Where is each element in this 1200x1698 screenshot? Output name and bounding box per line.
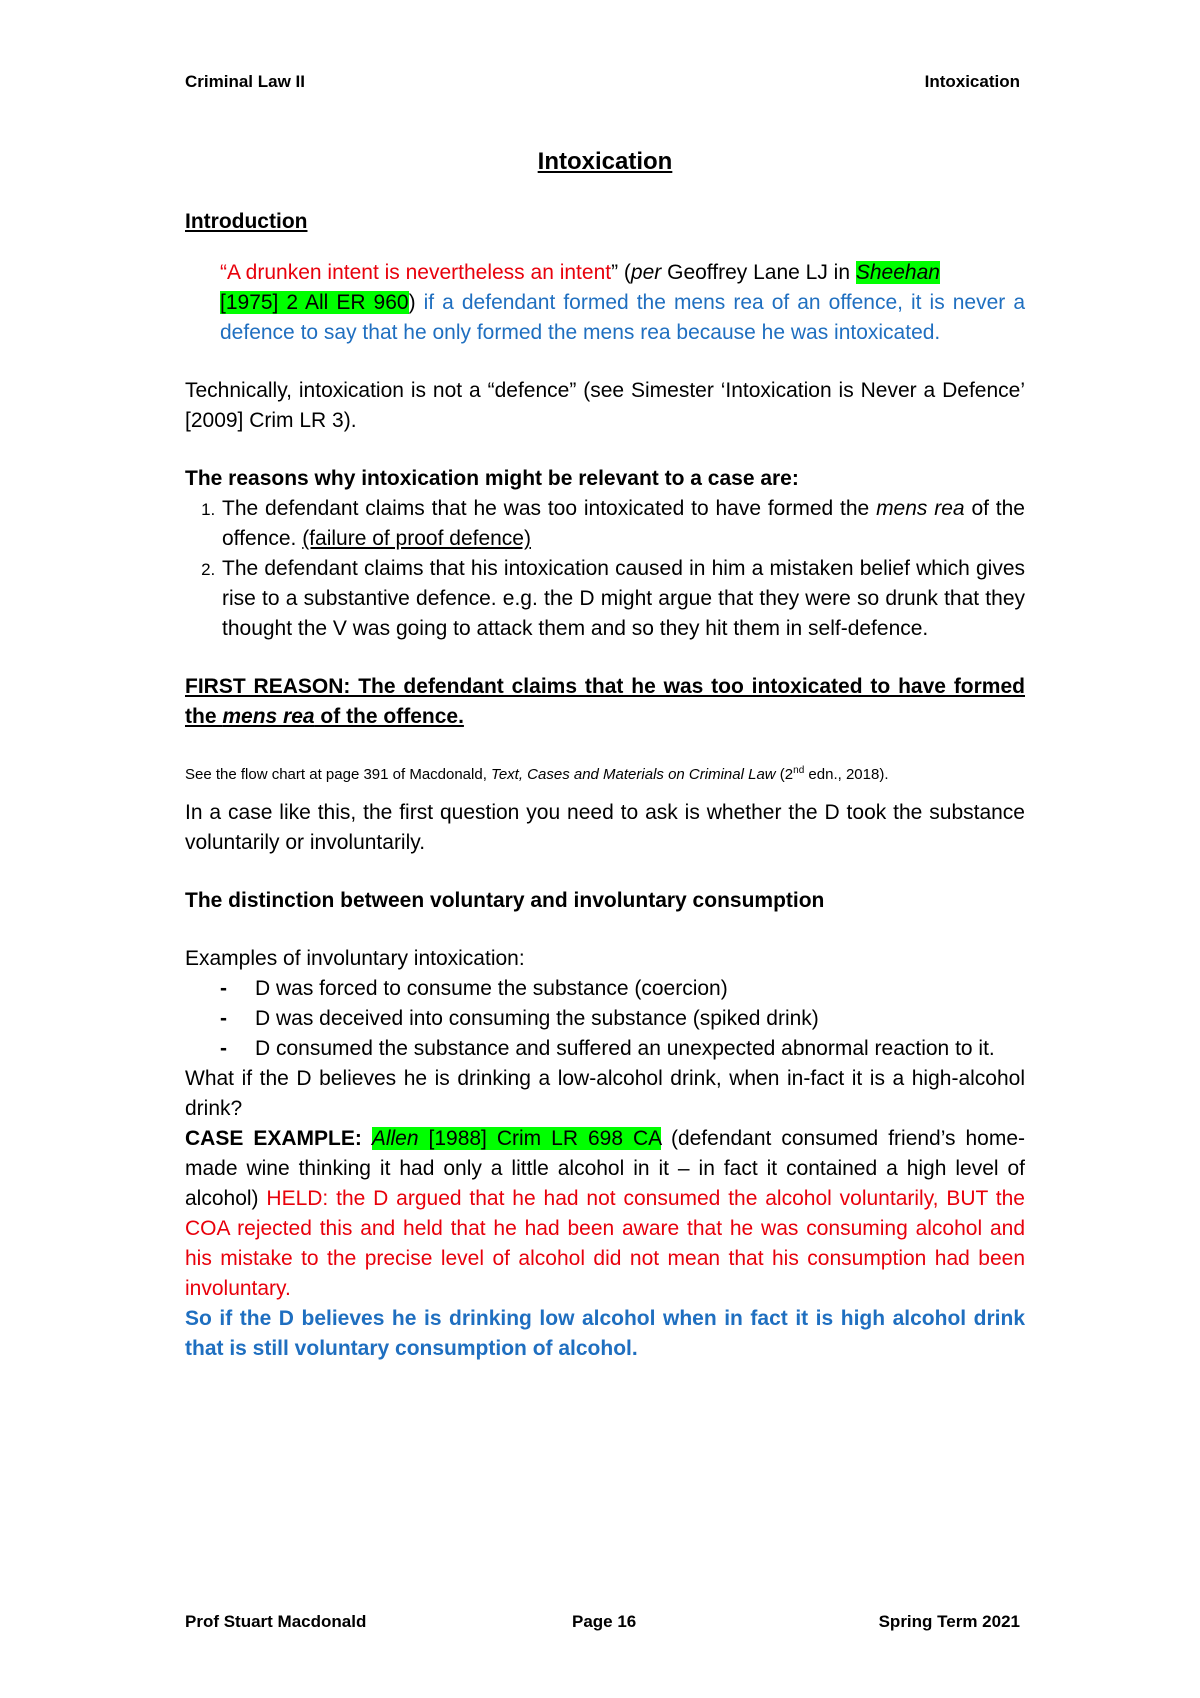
first-reason-heading: FIRST REASON: The defendant claims that he was too intoxicated to have formed the mens rea of the offence. bbox=[185, 675, 1025, 728]
case-example-paragraph bbox=[185, 1124, 1025, 1304]
header-course: Criminal Law II bbox=[185, 72, 305, 91]
flowchart-reference: See the flow chart at page 391 of Macdonald, Text, Cases and Materials on Criminal Law (2nd edn., 2018). bbox=[185, 765, 889, 783]
page-title: Intoxication bbox=[537, 148, 673, 175]
reasons-heading: The reasons why intoxication might be relevant to a case are: bbox=[185, 467, 799, 490]
case-citation-sheehan: [1975] 2 All ER 960 bbox=[220, 291, 409, 314]
mens-rea-explanation: if a defendant formed the mens rea of an offence, it is never a defence to say that he only formed the mens rea because he was intoxicated. bbox=[220, 291, 1025, 344]
header-topic: Intoxication bbox=[924, 72, 1020, 91]
case-example-label: CASE EXAMPLE: bbox=[185, 1127, 362, 1150]
case-held: HELD: the D argued that he had not consumed the alcohol voluntarily, BUT the COA rejected this and held that he had been aware that he was consuming alcohol and his mistake to the precise level of alcohol did not mean that his consumption had been involuntary. bbox=[185, 1187, 1025, 1300]
examples-list bbox=[185, 974, 1025, 1064]
case-name-sheehan: Sheehan bbox=[855, 261, 940, 284]
footer-author: Prof Stuart Macdonald bbox=[185, 1612, 367, 1631]
close-paren: ) bbox=[408, 291, 416, 314]
distinction-heading: The distinction between voluntary and involuntary consumption bbox=[185, 889, 825, 912]
quote-text: A drunken intent is nevertheless an intent bbox=[227, 261, 612, 284]
example-item: - D was forced to consume the substance (coercion) bbox=[220, 974, 1025, 1004]
per-italic: per bbox=[630, 261, 662, 284]
technically-paragraph: Technically, intoxication is not a “defence” (see Simester ‘Intoxication is Never a Defence’ [2009] Crim LR 3). bbox=[185, 379, 1025, 432]
what-if-question: What if the D believes he is drinking a low-alcohol drink, when in-fact it is a high-alcohol drink? bbox=[185, 1067, 1025, 1120]
reason-item-2: 2. The defendant claims that his intoxication caused in him a mistaken belief which gives rise to a substantive defence. e.g. the D might argue that they were so drunk that they thought the V was going to attack them and so they hit them in self-defence. bbox=[220, 554, 1025, 644]
case-citation-allen: [1988] Crim LR 698 CA bbox=[428, 1127, 661, 1150]
example-item: - D was deceived into consuming the substance (spiked drink) bbox=[220, 1004, 1025, 1034]
sheehan-quote bbox=[220, 258, 1025, 348]
footer-term: Spring Term 2021 bbox=[878, 1612, 1020, 1631]
reason-item-1: 1. The defendant claims that he was too intoxicated to have formed the mens rea of the offence. (failure of proof defence) bbox=[220, 494, 1025, 554]
case-example-text: (defendant consumed friend’s home-made wine thinking it had only a little alcohol in it – in fact it contained a high level of alcohol) bbox=[185, 1127, 1026, 1210]
quote-close: ” ( bbox=[611, 261, 631, 284]
document-body bbox=[185, 148, 1025, 1364]
reasons-list bbox=[185, 494, 1025, 644]
introduction-heading: Introduction bbox=[185, 210, 308, 233]
examples-intro: Examples of involuntary intoxication: bbox=[185, 947, 525, 970]
case-name-allen: Allen bbox=[371, 1127, 419, 1150]
first-question-paragraph: In a case like this, the first question you need to ask is whether the D took the substance voluntarily or involuntarily. bbox=[185, 801, 1025, 854]
quote-open: “ bbox=[220, 261, 227, 284]
conclusion-paragraph: So if the D believes he is drinking low alcohol when in fact it is high alcohol drink that is still voluntary consumption of alcohol. bbox=[185, 1307, 1025, 1360]
footer-page-number: Page 16 bbox=[572, 1612, 637, 1631]
per-rest: Geoffrey Lane LJ in bbox=[661, 261, 856, 284]
example-item: - D consumed the substance and suffered an unexpected abnormal reaction to it. bbox=[220, 1034, 1025, 1064]
